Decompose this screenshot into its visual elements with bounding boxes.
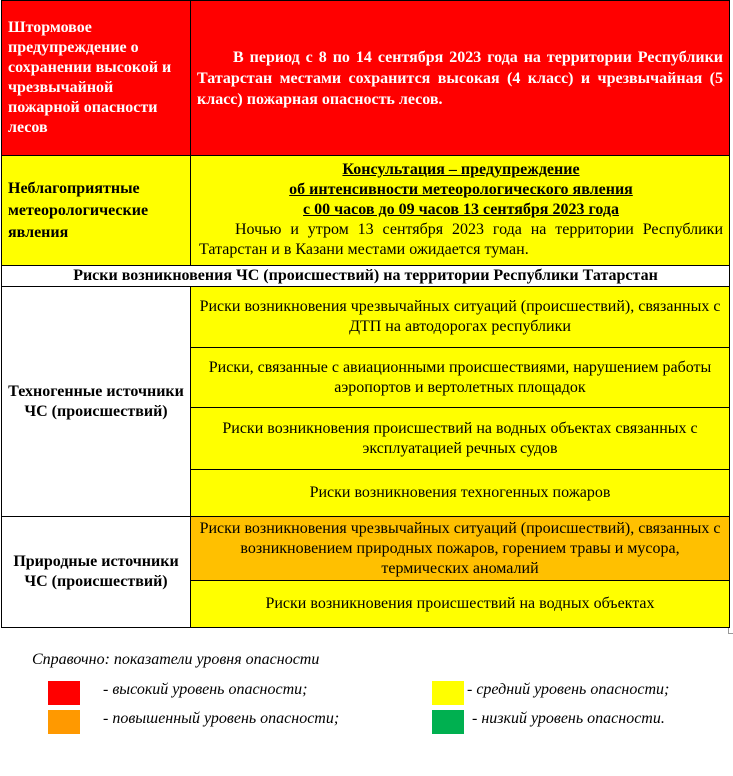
legend-label-high: - высокий уровень опасности; bbox=[103, 681, 308, 698]
legend-swatch-high bbox=[48, 681, 80, 705]
risk-item-natural-fires: Риски возникновения чрезвычайных ситуаций (происшествий), связанных с возникновением природных пожаров, горением травы и мусора, термических аномалий bbox=[191, 517, 730, 581]
risks-title: Риски возникновения ЧС (происшествий) на территории Республики Татарстан bbox=[2, 266, 730, 287]
legend-swatch-medium bbox=[432, 681, 464, 705]
consult-line-1: Консультация – предупреждение bbox=[342, 161, 580, 178]
risk-item-aviation: Риски, связанные с авиационными происшествиями, нарушением работы аэропортов и вертолетных площадок bbox=[191, 348, 730, 408]
risk-item-water-objects: Риски возникновения происшествий на водных объектах bbox=[191, 581, 730, 628]
legend-swatch-low bbox=[432, 710, 464, 734]
storm-warning-label: Штормовое предупреждение о сохранении высокой и чрезвычайной пожарной опасности лесов bbox=[2, 1, 191, 156]
legend-swatch-elevated bbox=[48, 710, 80, 734]
legend-label-elevated: - повышенный уровень опасности; bbox=[103, 710, 340, 727]
meteo-content bbox=[191, 156, 730, 266]
meteo-text: Ночью и утром 13 сентября 2023 года на территории Республики Татарстан и в Казани местами ожидается туман. bbox=[199, 221, 723, 258]
legend-title: Справочно: показатели уровня опасности bbox=[32, 651, 320, 668]
risk-item-technogenic-fires: Риски возникновения техногенных пожаров bbox=[191, 470, 730, 517]
legend-label-medium: - средний уровень опасности; bbox=[467, 681, 670, 698]
risk-item-road: Риски возникновения чрезвычайных ситуаций (происшествий), связанных с ДТП на автодорогах республики bbox=[191, 287, 730, 348]
page-corner-mark bbox=[728, 628, 733, 634]
storm-warning-text: В период с 8 по 14 сентября 2023 года на территории Республики Татарстан местами сохранится высокая (4 класс) и чрезвычайная (5 класс) пожарная опасность лесов. bbox=[191, 1, 730, 156]
consult-line-2: об интенсивности метеорологического явления bbox=[289, 181, 633, 198]
legend-label-low: - низкий уровень опасности. bbox=[472, 710, 665, 727]
natural-label: Природные источники ЧС (происшествий) bbox=[2, 517, 191, 628]
technogenic-label: Техногенные источники ЧС (происшествий) bbox=[2, 287, 191, 517]
meteo-label: Неблагоприятные метеорологические явления bbox=[2, 156, 191, 266]
consult-line-3: с 00 часов до 09 часов 13 сентября 2023 года bbox=[303, 201, 619, 218]
risk-item-river-vessels: Риски возникновения происшествий на водных объектах связанных с эксплуатацией речных судов bbox=[191, 408, 730, 470]
risk-forecast-table bbox=[1, 0, 730, 628]
